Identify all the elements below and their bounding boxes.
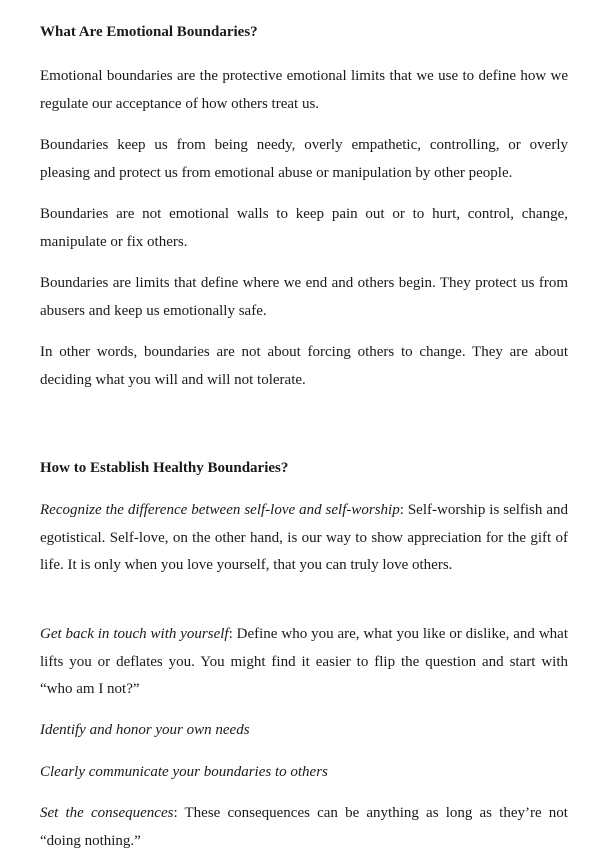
list-item: [40, 621, 568, 704]
list-item-text: : Define who you are, what you like or dislike, and what lifts you or deflates you. You might find it easier to flip the question and start with “who am I not?”: [40, 626, 568, 697]
list-item-lead: Clearly communicate your boundaries to others: [40, 764, 328, 780]
list-item-lead: Get back in touch with yourself: [40, 626, 229, 642]
list-item: [40, 717, 568, 745]
list-item-lead: Identify and honor your own needs: [40, 722, 250, 738]
section-heading-emotional-boundaries: What Are Emotional Boundaries?: [40, 24, 258, 40]
paragraph: Boundaries keep us from being needy, overly empathetic, controlling, or overly pleasing and protect us from emotional abuse or manipulation by other people.: [40, 137, 568, 181]
list-item-text: : These consequences can be anything as long as they’re not “doing nothing.”: [40, 805, 568, 849]
list-item: [40, 497, 568, 580]
paragraph: Boundaries are limits that define where we end and others begin. They protect us from abusers and keep us emotionally safe.: [40, 275, 568, 319]
paragraph: Emotional boundaries are the protective emotional limits that we use to define how we regulate our acceptance of how others treat us.: [40, 68, 568, 112]
list-item-lead: Set the consequences: [40, 805, 174, 821]
list-item-text: : Self-worship is selfish and egotistical. Self-love, on the other hand, is our way to show appreciation for the gift of life. It is only when you love yourself, that you can truly love others.: [40, 502, 569, 573]
section-heading-establish-boundaries: How to Establish Healthy Boundaries?: [40, 460, 289, 476]
list-item: [40, 759, 568, 787]
list-item: [40, 800, 568, 855]
paragraph: Boundaries are not emotional walls to keep pain out or to hurt, control, change, manipulate or fix others.: [40, 206, 568, 250]
list-item-lead: Recognize the difference between self-love and self-worship: [40, 502, 400, 518]
paragraph: In other words, boundaries are not about forcing others to change. They are about deciding what you will and will not tolerate.: [40, 344, 568, 388]
